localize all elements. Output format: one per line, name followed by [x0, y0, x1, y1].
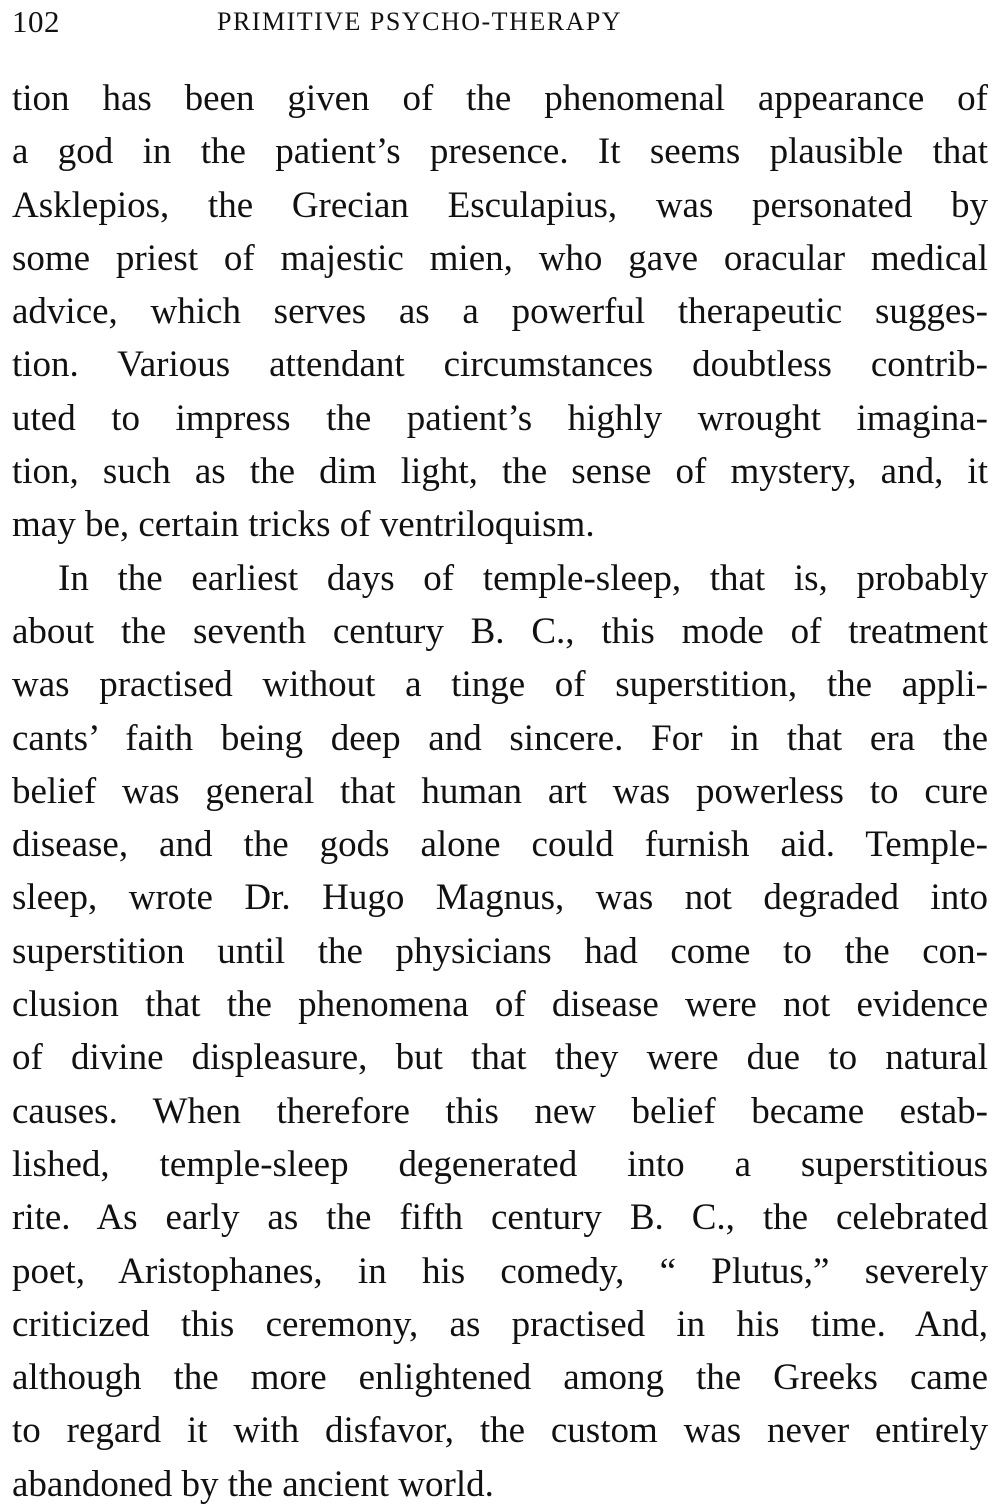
text-line: tion, such as the dim light, the sense of mystery, and, it	[12, 451, 988, 493]
text-line: criticized this ceremony, as practised in his time. And,	[12, 1303, 988, 1345]
text-line: a god in the patient’s presence. It seems plausible that	[12, 131, 988, 173]
page-number: 102	[12, 4, 60, 39]
text-line: some priest of majestic mien, who gave oracular medical	[12, 237, 988, 279]
text-line: belief was general that human art was powerless to cure	[12, 770, 988, 812]
running-head	[12, 4, 988, 40]
text-line: may be, certain tricks of ventriloquism.	[12, 504, 595, 546]
text-line: lished, temple-sleep degenerated into a superstitious	[12, 1143, 988, 1185]
text-line: causes. When therefore this new belief became estab-	[12, 1090, 988, 1132]
text-line: tion has been given of the phenomenal appearance of	[12, 78, 988, 119]
text-line: rite. As early as the fifth century B. C., the celebrated	[12, 1197, 988, 1239]
text-line: sleep, wrote Dr. Hugo Magnus, was not degraded into	[12, 877, 988, 919]
text-line: although the more enlightened among the Greeks came	[12, 1357, 988, 1399]
text-line: about the seventh century B. C., this mode of treatment	[12, 610, 988, 652]
text-line: uted to impress the patient’s highly wrought imagina-	[12, 397, 988, 439]
text-line: tion. Various attendant circumstances doubtless contrib-	[12, 344, 988, 386]
text-line: disease, and the gods alone could furnish aid. Temple-	[12, 824, 988, 866]
text-line: of divine displeasure, but that they were due to natural	[12, 1037, 988, 1079]
text-line: advice, which serves as a powerful therapeutic sugges-	[12, 291, 988, 333]
text-line: to regard it with disfavor, the custom was never entirely	[12, 1410, 988, 1452]
text-line: abandoned by the ancient world.	[12, 1463, 494, 1505]
text-line: In the earliest days of temple-sleep, that is, probably	[58, 557, 988, 599]
running-title: PRIMITIVE PSYCHO-THERAPY	[217, 7, 623, 36]
text-line: clusion that the phenomena of disease were not evidence	[12, 984, 988, 1026]
body-text	[12, 72, 988, 1511]
text-line: superstition until the physicians had come to the con-	[12, 930, 988, 972]
text-line: Asklepios, the Grecian Esculapius, was personated by	[12, 184, 988, 226]
text-line: cants’ faith being deep and sincere. For in that era the	[12, 717, 988, 759]
text-line: poet, Aristophanes, in his comedy, “ Plutus,” severely	[12, 1250, 988, 1292]
text-line: was practised without a tinge of superstition, the appli-	[12, 664, 988, 706]
